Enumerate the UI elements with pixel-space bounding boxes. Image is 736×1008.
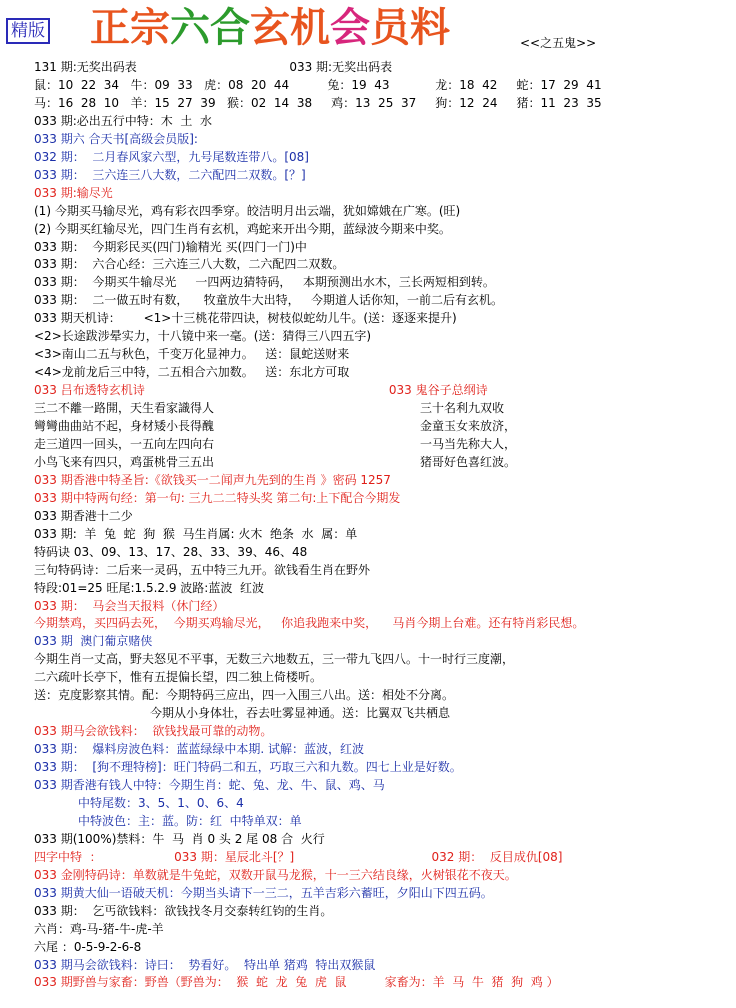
text-line: 六肖：鸡-马-猪-牛-虎-羊	[34, 921, 164, 936]
text-line: 三二不離一路開，天生看家識得人 三十名利九双收	[34, 401, 504, 416]
title-segment: 玄机	[250, 5, 330, 51]
text-line: <2>长途跋涉晕实力，十八镜中来一毫。(送：猜得三八四五字)	[34, 329, 372, 344]
edition-badge: 精版	[6, 18, 50, 44]
text-line: (2) 今期买红输尽光，四门生肖有玄机，鸡蛇来开出今期，蓝绿波今期来中奖。	[34, 221, 451, 236]
text-line: 033 期香港十二少	[34, 508, 133, 523]
text-line: 033 金刚特码诗：单数就是牛兔蛇，双数开鼠马龙猴，十一三六结良缘，火树银花不夜天。	[34, 867, 517, 882]
text-line: 033 期： 马会当天报料（休门经）	[34, 598, 225, 613]
text-line: 033 期马会欲钱料： 欲钱找最可靠的动物。	[34, 724, 273, 739]
text-line: 中特尾数：3、5、1、0、6、4	[78, 795, 244, 810]
text-line: 走三道四一回头，一五向左四向右 一马当先称大人，	[34, 436, 516, 451]
text-line: 033 期： [狗不理特榜]：旺门特码二和五，巧取三六和九数。四七上业是好数。	[34, 760, 462, 775]
text-line: 六尾 ：0-5-9-2-6-8	[34, 939, 142, 954]
edition-tag: <<之五鬼>>	[520, 36, 597, 50]
text-line: 033 期:输尽光	[34, 185, 113, 200]
text-line: 033 期： 六合心经：三六连三八大数，二六配四二双数。	[34, 257, 345, 272]
text-line: 今期禁鸡，买四码去死， 今期买鸡输尽光， 你追我跑来中奖， 马肖今期上台难。还有特肖彩民想。	[34, 616, 585, 631]
text-line: 033 期六 合天书[高级会员版]:	[34, 131, 198, 146]
text-line: 033 期： 今期彩民买(四门)输精光 买(四门一门)中	[34, 239, 307, 254]
text-line: 今期生肖一丈高，野夫怒见不平事，无数三六地数五，三一带九飞四八。十一时行三度潮，	[34, 652, 515, 667]
text-line: 三句特码诗：二后来一灵码，五中特三九开。欲钱看生肖在野外	[34, 562, 371, 577]
text-line: 033 期香港有钱人中特：今期生肖：蛇、兔、龙、牛、鼠、鸡、马	[34, 778, 385, 792]
text-line: 033 期： 今期买牛输尽光 一四两边猜特码， 本期预测出水木，三长两短相到转。	[34, 275, 495, 290]
text-line: 鼠：10 22 34 牛：09 33 虎：08 20 44 兔：19 43 龙：18 42 蛇：17 29 41	[34, 77, 602, 92]
text-line: 033 期野兽与家畜：野兽（野兽为： 猴 蛇 龙 兔 虎 鼠 家畜为：羊 马 牛 猪 狗 鸡 ）	[34, 975, 559, 990]
text-line: <4>龙前龙后三中特，二五相合六加数。 送：东北方可取	[34, 365, 350, 380]
text-line: 马：16 28 10 羊：15 27 39 猴：02 14 38 鸡：13 25 37 狗：12 24 猪：11 23 35	[34, 95, 602, 110]
text-line: 033 期中特两句经：第一句: 三九二二特头奖 第二句:上下配合今期发	[34, 490, 401, 505]
text-line: 033 期黄大仙一语破天机：今期当头请下一三二，五羊吉彩六蓄旺，夕阳山下四五码。	[34, 885, 493, 900]
text-line: 033 期 澳门葡京赌侠	[34, 634, 153, 649]
title-segment: 会	[330, 5, 370, 51]
title-segment: 员料	[370, 5, 450, 51]
text-line: 033 期马会欲钱料：诗曰： 势看好。 特出单 猪鸡 特出双猴鼠	[34, 957, 376, 972]
text-line: 特码诀 03、09、13、17、28、33、39、46、48	[34, 544, 308, 559]
text-line: 小鸟飞来有四只，鸡蛋桃骨三五出 猪哥好色喜红波。	[34, 454, 516, 469]
text-line: 033 吕布透特玄机诗 033 鬼谷子总纲诗	[34, 383, 488, 398]
title-segment: 正宗	[90, 5, 170, 51]
text-line: 033 期: 羊 兔 蛇 狗 猴 马生肖属: 火木 绝条 水 属：单	[34, 526, 358, 541]
text-line: 二六疏叶长亭下，惟有五提偏长望，四二独上倚楼听。	[34, 670, 323, 685]
text-line: 033 期： 乞丐欲钱料：欲钱找冬月交泰转红钧的生肖。	[34, 903, 333, 918]
text-line: 中特波色：主：蓝。防：红 中特单双：单	[78, 813, 302, 828]
text-line: 033 期(100%)禁料：牛 马 肖 0 头 2 尾 08 合 火行	[34, 831, 325, 846]
text-line: 033 期： 三六连三八大数，二六配四二双数。[？]	[34, 167, 306, 182]
text-line: 033 期香港中特圣旨:《欲钱买一二闻声九先到的生肖 》密码 1257	[34, 472, 391, 487]
title-segment: 六合	[170, 5, 250, 51]
header	[0, 0, 736, 58]
text-line: 033 期:必出五行中特：木 土 水	[34, 113, 213, 128]
text-line: 特段:01=25 旺尾:1.5.2.9 波路:蓝波 红波	[34, 580, 264, 595]
text-line: 131 期:无奖出码表 033 期:无奖出码表	[34, 60, 393, 74]
text-line: 033 期： 爆料房波色料：蓝蓝绿绿中本期. 试解：蓝波，红波	[34, 742, 364, 757]
text-line: 送：克度影察其情。配：今期特码三应出，四一入围三八出。送：相处不分离。	[34, 688, 455, 703]
text-line: (1) 今期买马输尽光，鸡有彩衣四季穿。皎洁明月出云端，犹如嫦娥在广寒。(旺)	[34, 203, 461, 218]
text-line: 033 期： 二一做五时有数， 牧童放牛大出特， 今期道人话你知，一前二后有玄机。	[34, 293, 504, 308]
text-line: 032 期： 二月春风家六型，九号尾数连带八。[08]	[34, 149, 309, 164]
text-line: 彎彎曲曲站不起，身材矮小長得醜 金童玉女来放济，	[34, 419, 516, 433]
text-line: <3>南山二五与秋色，千变万化显神力。 送：鼠蛇送财来	[34, 347, 350, 362]
text-line: 033 期天机诗： <1>十三桃花带四诀，树枝似蛇幼儿牛。(送：逐逐来提升)	[34, 311, 457, 326]
page-title	[90, 4, 450, 52]
text-line: 今期从小身体壮，吞去吐雾显神通。送：比翼双飞共栖息	[150, 706, 451, 721]
text-line: 四字中特 ： 033 期：星辰北斗[？] 032 期： 反目成仇[08]	[34, 849, 563, 864]
